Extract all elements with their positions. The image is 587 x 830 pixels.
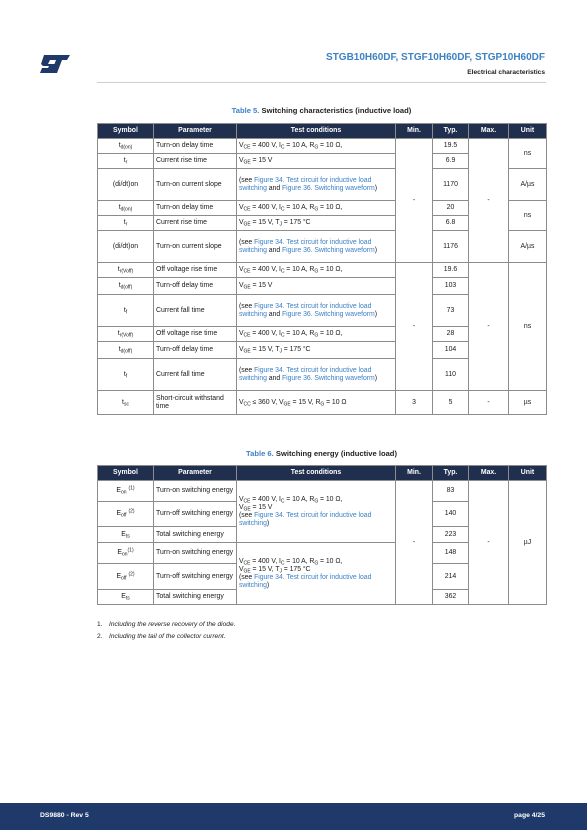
figure-34-link[interactable]: Figure 34. Test circuit for inductive load switching (239, 302, 372, 318)
figure-36-link[interactable]: Figure 36. Switching waveform (281, 246, 375, 254)
col-symbol: Symbol (98, 466, 154, 481)
figure-34-link[interactable]: Figure 34. Test circuit for inductive load switching (239, 573, 372, 589)
col-typ: Typ. (433, 466, 469, 481)
figure-36-link[interactable]: Figure 36. Switching waveform (281, 374, 375, 382)
footnote-text: Including the reverse recovery of the diode. (109, 621, 236, 628)
table-header-row (98, 124, 547, 139)
typ-cell: 1176 (433, 231, 469, 263)
symbol-cell: $t_{sc}$ (98, 391, 154, 415)
col-parameter: Parameter (154, 466, 237, 481)
col-min: Min. (396, 466, 433, 481)
unit-cell: ns (509, 201, 547, 231)
typ-cell: 20 (433, 201, 469, 216)
col-test-conditions: Test conditions (237, 124, 396, 139)
col-unit: Unit (509, 124, 547, 139)
typ-cell: 223 (433, 527, 469, 543)
parameter-cell: Total switching energy (154, 527, 237, 543)
parameter-cell: Current rise time (154, 154, 237, 169)
symbol-cell: $t_{d(on)}$ (98, 201, 154, 216)
table-row (98, 481, 547, 502)
header-divider (97, 82, 546, 83)
switching-characteristics-table (97, 123, 547, 415)
typ-cell: 1170 (433, 169, 469, 201)
table-row (98, 263, 547, 278)
footnote-number: 1. (97, 621, 103, 628)
symbol-cell: $E_{off}$ $^{(2)}$ (98, 502, 154, 527)
min-cell: - (396, 481, 433, 605)
table5-caption-text: Switching characteristics (inductive load) (261, 106, 412, 115)
max-cell: - (469, 481, 509, 605)
symbol-cell: $t_{r(Voff)}$ (98, 327, 154, 342)
parameter-cell: Turn-off switching energy (154, 564, 237, 590)
col-max: Max. (469, 466, 509, 481)
symbol-cell: $t_r$ (98, 154, 154, 169)
col-unit: Unit (509, 466, 547, 481)
symbol-cell: $t_f$ (98, 359, 154, 391)
col-parameter: Parameter (154, 124, 237, 139)
conditions-cell: (see Figure 34. Test circuit for inductive load switching and Figure 36. Switching waveform) (237, 295, 396, 327)
typ-cell: 110 (433, 359, 469, 391)
typ-cell: 28 (433, 327, 469, 342)
typ-cell: 19.6 (433, 263, 469, 278)
typ-cell: 6.8 (433, 216, 469, 231)
symbol-cell: $E_{on}$ $^{(1)}$ (98, 481, 154, 502)
figure-34-link[interactable]: Figure 34. Test circuit for inductive load switching (239, 366, 372, 382)
unit-cell: A/µs (509, 169, 547, 201)
parameter-cell: Off voltage rise time (154, 327, 237, 342)
document-id: DS9880 - Rev 5 (40, 812, 89, 819)
parameter-cell: Turn-on delay time (154, 139, 237, 154)
parameter-cell: Total switching energy (154, 590, 237, 605)
symbol-cell: $t_{d(on)}$ (98, 139, 154, 154)
table6-caption-number: Table 6. (246, 449, 274, 458)
figure-36-link[interactable]: Figure 36. Switching waveform (281, 310, 375, 318)
typ-cell: 103 (433, 278, 469, 295)
parameter-cell: Current fall time (154, 295, 237, 327)
parameter-cell: Turn-on current slope (154, 231, 237, 263)
col-min: Min. (396, 124, 433, 139)
conditions-cell: $V_{GE} = 15$ V, $T_J = 175$ °C (237, 342, 396, 359)
symbol-cell: $t_{r(Voff)}$ (98, 263, 154, 278)
footnote-text: Including the tail of the collector current. (109, 633, 226, 640)
figure-34-link[interactable]: Figure 34. Test circuit for inductive load switching (239, 238, 372, 254)
min-cell: 3 (396, 391, 433, 415)
figure-36-link[interactable]: Figure 36. Switching waveform (281, 184, 375, 192)
parameter-cell: Turn-off delay time (154, 342, 237, 359)
table5-caption-number: Table 5. (231, 106, 260, 115)
table6-caption-text: Switching energy (inductive load) (275, 449, 397, 458)
typ-cell: 83 (433, 481, 469, 502)
conditions-cell: $V_{CE} = 400$ V, $I_C = 10$ A, $R_G = 10$ Ω, $V_{GE} = 15$ V (see Figure 34. Test circuit for inductive load switching) (237, 481, 396, 543)
parameter-cell: Turn-on current slope (154, 169, 237, 201)
table-header-row (98, 466, 547, 481)
footnote (97, 633, 226, 640)
col-symbol: Symbol (98, 124, 154, 139)
st-logo-icon (40, 55, 70, 73)
unit-cell: ns (509, 139, 547, 169)
section-title: Electrical characteristics (467, 69, 545, 76)
max-cell: - (469, 391, 509, 415)
symbol-cell: (di/dt)on (98, 231, 154, 263)
switching-energy-table (97, 465, 547, 605)
unit-cell: µs (509, 391, 547, 415)
conditions-cell: $V_{CE} = 400$ V, $I_C = 10$ A, $R_G = 10$ Ω, (237, 263, 396, 278)
conditions-cell: $V_{CE} = 400$ V, $I_C = 10$ A, $R_G = 10$ Ω, (237, 139, 396, 154)
typ-cell: 140 (433, 502, 469, 527)
min-cell: - (396, 263, 433, 391)
table-row (98, 139, 547, 154)
conditions-cell: $V_{CE} = 400$ V, $I_C = 10$ A, $R_G = 10$ Ω, (237, 201, 396, 216)
parameter-cell: Turn-on switching energy (154, 481, 237, 502)
figure-34-link[interactable]: Figure 34. Test circuit for inductive load switching (239, 176, 372, 192)
conditions-cell: (see Figure 34. Test circuit for inductive load switching and Figure 36. Switching waveform) (237, 231, 396, 263)
page-footer (0, 803, 587, 830)
parameter-cell: Turn-on switching energy (154, 543, 237, 564)
symbol-cell: (di/dt)on (98, 169, 154, 201)
footnote-number: 2. (97, 633, 103, 640)
unit-cell: µJ (509, 481, 547, 605)
symbol-cell: $t_{d(off)}$ (98, 278, 154, 295)
conditions-cell: $V_{GE} = 15$ V (237, 154, 396, 169)
parameter-cell: Turn-off switching energy (154, 502, 237, 527)
symbol-cell: $E_{on}^{(1)}$ (98, 543, 154, 564)
conditions-cell: (see Figure 34. Test circuit for inductive load switching and Figure 36. Switching waveform) (237, 169, 396, 201)
conditions-cell: $V_{CE} = 400$ V, $I_C = 10$ A, $R_G = 10$ Ω, (237, 327, 396, 342)
typ-cell: 104 (433, 342, 469, 359)
symbol-cell: $E_{off}$ $^{(2)}$ (98, 564, 154, 590)
parameter-cell: Turn-on delay time (154, 201, 237, 216)
col-test-conditions: Test conditions (237, 466, 396, 481)
table6-caption (97, 449, 546, 458)
parameter-cell: Off voltage rise time (154, 263, 237, 278)
parameter-cell: Short-circuit withstand time (154, 391, 237, 415)
conditions-cell: $V_{GE} = 15$ V (237, 278, 396, 295)
typ-cell: 73 (433, 295, 469, 327)
symbol-cell: $t_{d(off)}$ (98, 342, 154, 359)
parameter-cell: Turn-off delay time (154, 278, 237, 295)
figure-34-link[interactable]: Figure 34. Test circuit for inductive load switching (239, 511, 372, 527)
parameter-cell: Current fall time (154, 359, 237, 391)
parameter-cell: Current rise time (154, 216, 237, 231)
symbol-cell: $t_r$ (98, 216, 154, 231)
typ-cell: 19.5 (433, 139, 469, 154)
conditions-cell: $V_{CE} = 400$ V, $I_C = 10$ A, $R_G = 10$ Ω, $V_{GE} = 15$ V, $T_J = 175$ °C (see Figure 34. Test circuit for inductive load switching) (237, 543, 396, 605)
page-number: page 4/25 (514, 812, 545, 819)
document-title: STGB10H60DF, STGF10H60DF, STGP10H60DF (326, 52, 545, 63)
typ-cell: 362 (433, 590, 469, 605)
conditions-cell: (see Figure 34. Test circuit for inductive load switching and Figure 36. Switching waveform) (237, 359, 396, 391)
typ-cell: 6.9 (433, 154, 469, 169)
symbol-cell: $E_{ts}$ (98, 527, 154, 543)
symbol-cell: $t_f$ (98, 295, 154, 327)
col-typ: Typ. (433, 124, 469, 139)
max-cell: - (469, 139, 509, 263)
table-row (98, 391, 547, 415)
min-cell: - (396, 139, 433, 263)
col-max: Max. (469, 124, 509, 139)
typ-cell: 148 (433, 543, 469, 564)
typ-cell: 5 (433, 391, 469, 415)
footnote (97, 621, 235, 628)
conditions-cell: $V_{GE} = 15$ V, $T_J = 175$ °C (237, 216, 396, 231)
unit-cell: A/µs (509, 231, 547, 263)
typ-cell: 214 (433, 564, 469, 590)
table5-caption (97, 106, 546, 115)
unit-cell: ns (509, 263, 547, 391)
symbol-cell: $E_{ts}$ (98, 590, 154, 605)
max-cell: - (469, 263, 509, 391)
conditions-cell: $V_{CC} \le 360$ V, $V_{GE} = 15$ V, $R_G = 10$ Ω (237, 391, 396, 415)
